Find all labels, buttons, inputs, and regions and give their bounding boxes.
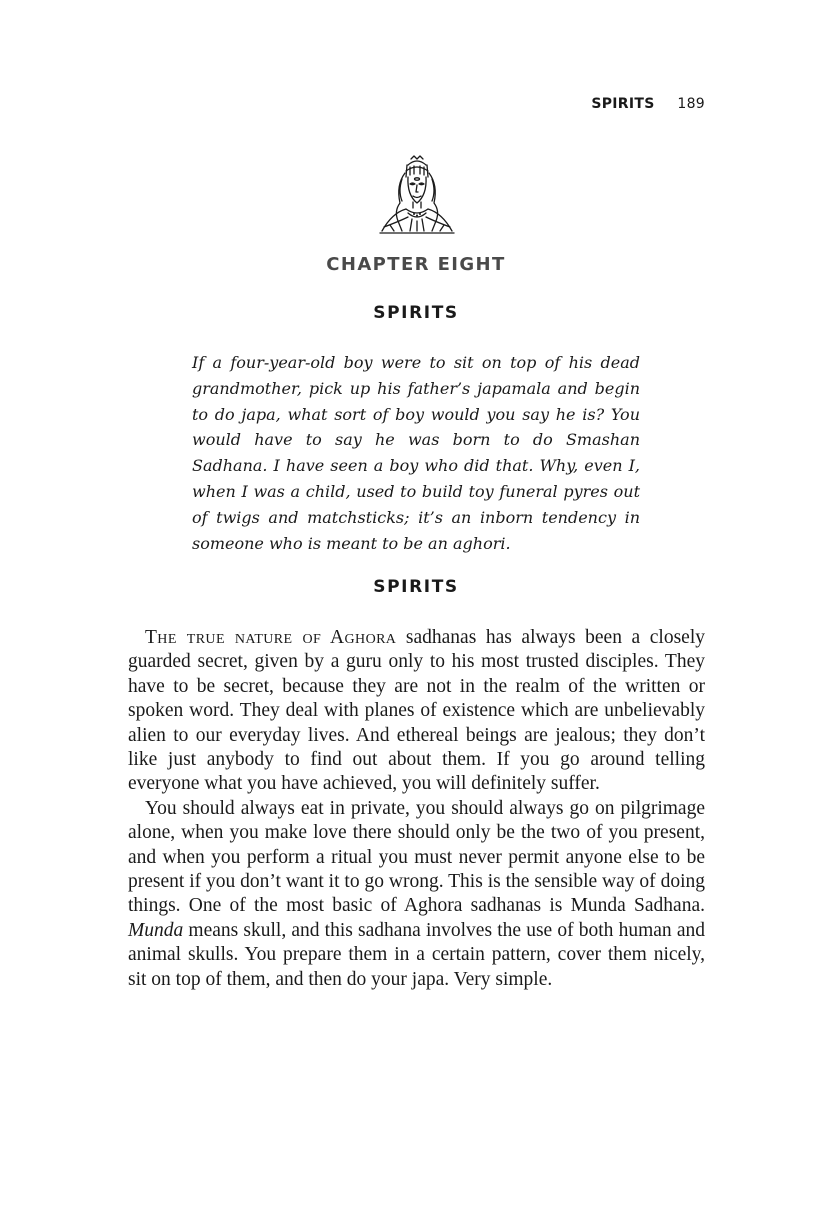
running-head — [591, 96, 705, 112]
chapter-title: SPIRITS — [373, 303, 459, 323]
body-text — [128, 626, 705, 992]
chapter-label: CHAPTER EIGHT — [326, 254, 506, 275]
deity-head-icon — [378, 155, 456, 235]
paragraph-1-text: sadhanas has always been a closely guarded secret, given by a guru only to his most trusted disciples. They have to be secret, because they are not in the realm of the written or spoken word. They deal with planes of existence which are unbelievably alien to our everyday lives. And ethereal beings are jealous; they don’t like just anybody to find out about them. If you go around telling everyone what you have achieved, you will definitely suffer. — [128, 627, 706, 795]
paragraph-lead-in: The true nature of Aghora — [145, 627, 397, 648]
page-number: 189 — [677, 96, 705, 112]
epigraph: If a four-year-old boy were to sit on top of his dead grandmother, pick up his father’s japamala and begin to do japa, what sort of boy would you say he is? You would have to say he was born to do Smashan Sadhana. I have seen a boy who did that. Why, even I, when I was a child, used to build toy funeral pyres out of twigs and matchsticks; it’s an inborn tendency in someone who is meant to be an aghori. — [192, 353, 640, 553]
section-heading: SPIRITS — [373, 577, 459, 597]
paragraph-2 — [128, 797, 705, 992]
paragraph-1 — [128, 626, 705, 797]
paragraph-2-text-a: You should always eat in private, you should always go on pilgrimage alone, when you make love there should only be the two of you present, and when you perform a ritual you must never permit anyone else to be present if you don’t want it to go wrong. This is the sensible way of doing things. One of the most basic of Aghora sadhanas is Munda Sadhana. — [128, 797, 705, 917]
paragraph-2-text-b: means skull, and this sadhana involves the use of both human and animal skulls. You prepare them in a certain pattern, cover them nicely, sit on top of them, and then do your japa. Very simple. — [128, 919, 705, 990]
emphasis-term: Munda — [128, 919, 184, 941]
running-title: SPIRITS — [591, 96, 655, 112]
